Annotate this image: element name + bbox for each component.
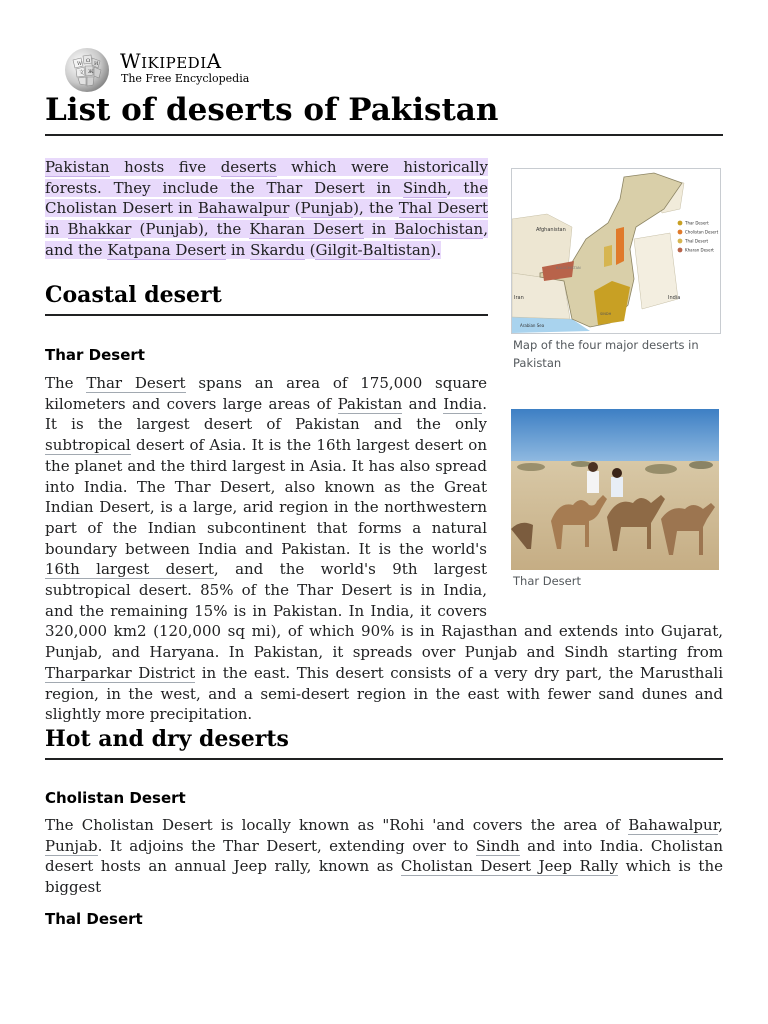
svg-text:Arabian Sea: Arabian Sea [520, 323, 545, 328]
legend-swatch-1 [678, 230, 683, 235]
link-pakistan[interactable]: Pakistan [45, 158, 110, 176]
link-skardu[interactable]: Skardu [250, 240, 305, 259]
wikipedia-globe-icon [63, 46, 111, 94]
intro-highlight: Pakistan hosts five deserts which were historically forests. They include the Thar Desert in Sindh, the Cholistan Desert in Bahawalpur (Punjab), the Thal Desert in Bhakkar (Punjab), the Kharan Desert in Balochistan, and the Katpana Desert in Skardu (Gilgit-Baltistan). [45, 158, 489, 259]
map-figure [511, 168, 721, 372]
legend-label-2: Thal Desert [685, 238, 709, 244]
subheading-thar: Thar Desert [45, 346, 145, 364]
link-gilgit-baltistan[interactable]: Gilgit-Baltistan [315, 240, 431, 259]
link-deserts[interactable]: deserts [220, 158, 277, 176]
link-punjab-2[interactable]: Punjab [45, 836, 98, 855]
section-heading-hot-dry: Hot and dry deserts [45, 724, 723, 760]
legend-swatch-2 [678, 239, 683, 244]
svg-text:SINDH: SINDH [600, 312, 612, 316]
legend-swatch-3 [678, 248, 683, 253]
link-16th-largest-desert[interactable]: 16th largest desert [45, 560, 214, 579]
link-bahawalpur[interactable]: Bahawalpur [197, 199, 290, 218]
link-kharan-desert[interactable]: Kharan Desert [249, 220, 364, 239]
link-thar-desert[interactable]: Thar Desert [86, 374, 186, 392]
page-title: List of deserts of Pakistan [45, 90, 723, 136]
cholistan-paragraph: The Cholistan Desert is locally known as "Rohi 'and covers the area of Bahawalpur, Punjab. It adjoins the Thar Desert, extending over to Sindh and into India. Cholistan desert hosts an annual Jeep rally, known as Cholistan Desert Jeep Rally which is the biggest [45, 816, 723, 897]
svg-text:Iran: Iran [514, 295, 524, 301]
link-katpana-desert[interactable]: Katpana Desert [107, 240, 227, 259]
link-punjab[interactable]: Punjab [300, 199, 354, 218]
wikipedia-tagline: The Free Encyclopedia [121, 72, 250, 85]
subheading-thal: Thal Desert [45, 910, 143, 928]
figure-float-spacer [487, 373, 723, 609]
wikipedia-logo[interactable] [63, 46, 293, 94]
svg-text:И: И [94, 61, 99, 67]
legend-swatch-0 [678, 221, 683, 226]
legend-label-3: Kharan Desert [685, 247, 714, 253]
svg-text:Ω: Ω [86, 58, 91, 64]
svg-text:Ж: Ж [88, 69, 94, 75]
wikipedia-wordmark: WIKIPEDIA [120, 49, 222, 73]
link-pakistan-2[interactable]: Pakistan [337, 394, 403, 413]
link-india[interactable]: India [443, 394, 483, 413]
svg-text:文: 文 [79, 70, 85, 76]
link-sindh-2[interactable]: Sindh [475, 836, 520, 855]
link-sindh[interactable]: Sindh [402, 178, 447, 197]
legend-label-0: Thar Desert [685, 220, 709, 226]
link-cholistan-jeep-rally[interactable]: Cholistan Desert Jeep Rally [400, 857, 619, 876]
link-balochistan[interactable]: Balochistan [394, 220, 484, 239]
intro-paragraph [45, 157, 488, 261]
link-bahawalpur-2[interactable]: Bahawalpur [628, 816, 719, 834]
desert-map-image[interactable] [511, 168, 721, 334]
pakistan-map-icon [512, 169, 720, 333]
svg-text:India: India [668, 295, 681, 301]
svg-text:BALOCHISTAN: BALOCHISTAN [556, 266, 581, 270]
link-subtropical[interactable]: subtropical [45, 436, 131, 455]
svg-text:W: W [77, 61, 83, 67]
article-page [45, 0, 723, 1024]
link-bhakkar[interactable]: Bhakkar [67, 220, 132, 239]
section-heading-coastal: Coastal desert [45, 280, 488, 316]
link-thal-desert[interactable]: Thal Desert [398, 199, 489, 218]
legend-label-1: Cholistan Desert [685, 229, 719, 235]
map-caption: Map of the four major deserts in Pakistan [513, 338, 699, 370]
link-tharparkar-district[interactable]: Tharparkar District [45, 663, 196, 682]
thar-paragraph: The Thar Desert spans an area of 175,000 square kilometers and covers large areas of Pakistan and India. It is the largest desert of Pakistan and the only subtropical desert of Asia. It is the 16th largest desert on the planet and the third largest in Asia. It has also spread into India. The Thar Desert, also known as the Great Indian Desert, is a large, arid region in the northwestern part of the Indian subcontinent that forms a natural boundary between India and Pakistan. It is the world's 16th largest desert, and the world's 9th largest subtropical desert. 85% of the Thar Desert is in India, and the remaining 15% is in Pakistan. In India, it covers 320,000 km2 (120,000 sq mi), of which 90% is in Rajasthan and extends into Gujarat, Punjab, and Haryana. In Pakistan, it spreads over Punjab and Sindh starting from Tharparkar District in the east. This desert consists of a very dry part, the Marusthali region, in the west, and a semi-desert region in the east with fewer sand dunes and slightly more precipitation. [45, 374, 723, 724]
svg-text:Afghanistan: Afghanistan [536, 227, 566, 233]
subheading-cholistan: Cholistan Desert [45, 789, 186, 807]
photo-caption: Thar Desert [513, 574, 581, 588]
